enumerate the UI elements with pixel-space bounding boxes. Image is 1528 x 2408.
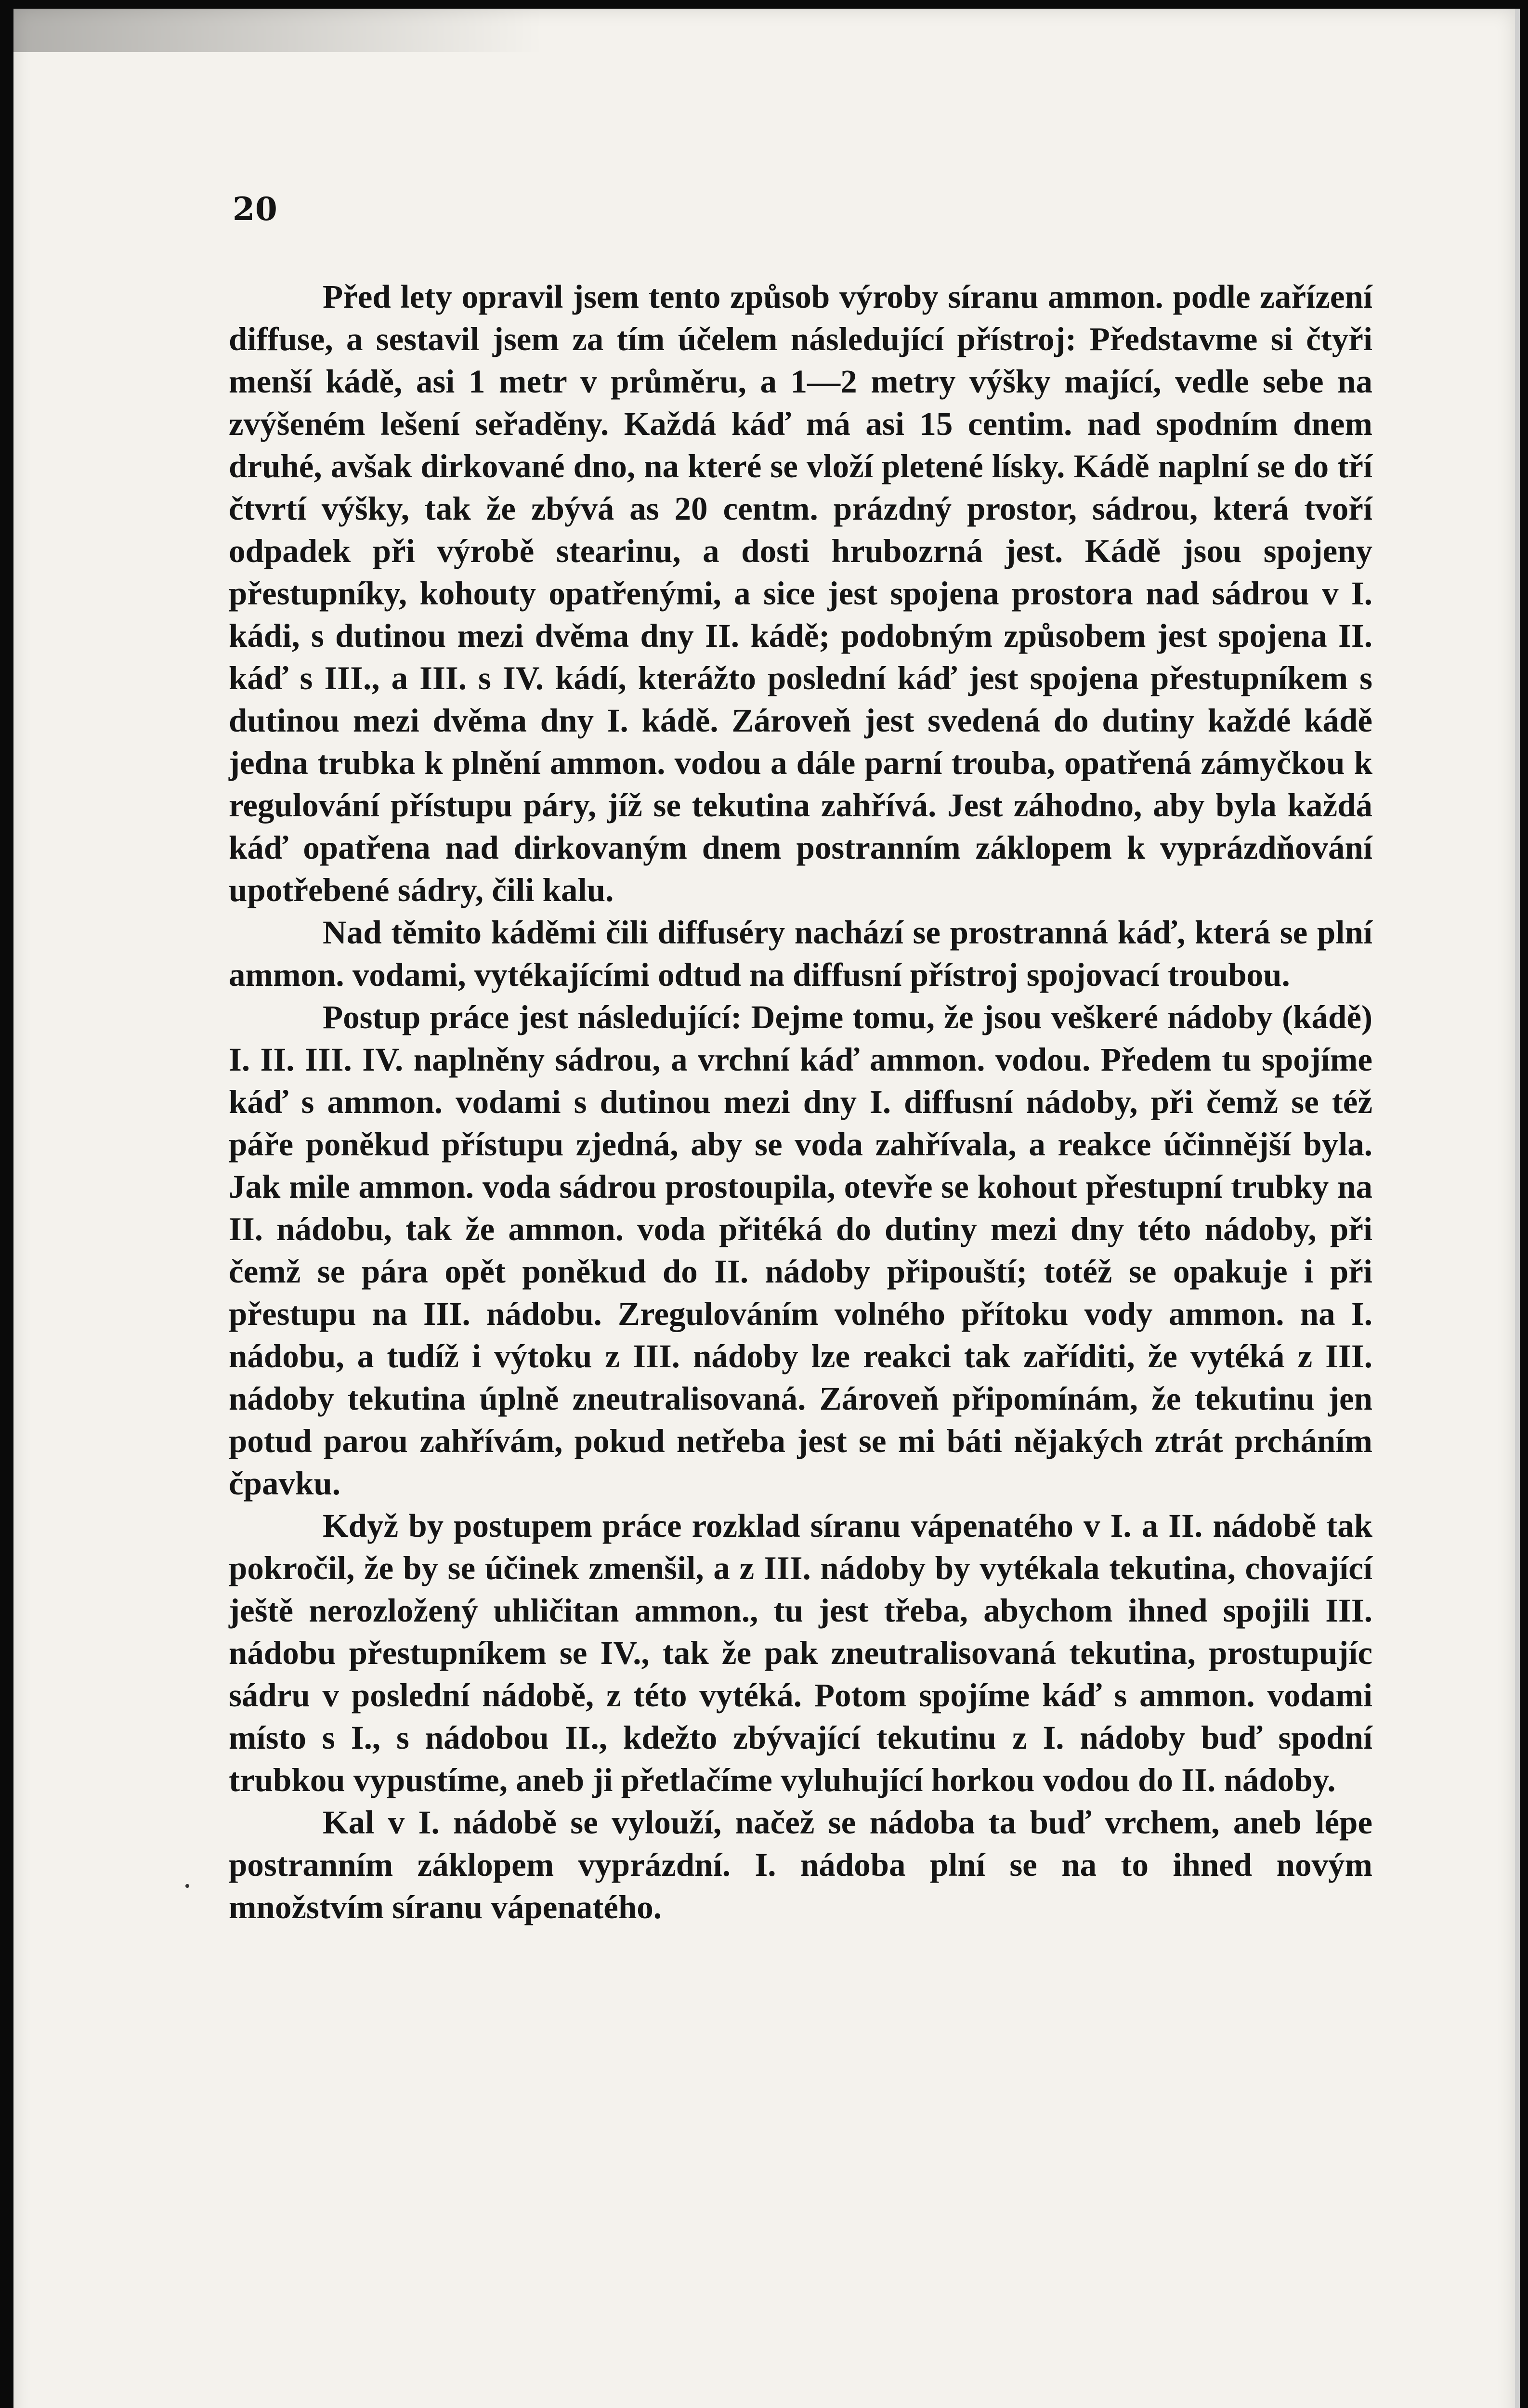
paragraph-5: Kal v I. nádobě se vylouží, načež se nádoba ta buď vrchem, aneb lépe postranním záklopem vyprázdní. I. nádoba plní se na to ihned novým množstvím síranu vápenatého. (229, 1804, 1372, 1925)
scan-speck (185, 1884, 189, 1888)
paragraph-4: Když by postupem práce rozklad síranu vápenatého v I. a II. nádobě tak pokročil, že by se účinek zmenšil, a z III. nádoby by vytékala tekutina, chovající ještě nerozložený uhličitan ammon., tu jest třeba, abychom ihned spojili III. nádobu přestupníkem se IV., tak že pak zneutralisovaná tekutina, prostupujíc sádru v poslední nádobě, z této vytéká. Potom spojíme káď s ammon. vodami místo s I., s nádobou II., kdežto zbývající tekutinu z I. nádoby buď spodní trubkou vypustíme, aneb ji přetlačíme vyluhující horkou vodou do II. nádoby. (229, 1507, 1372, 1798)
page-shadow (13, 9, 543, 52)
paragraph-3: Postup práce jest následující: Dejme tomu, že jsou veškeré nádoby (kádě) I. II. III. IV. naplněny sádrou, a vrchní káď ammon. vodou. Předem tu spojíme káď s ammon. vodami s dutinou mezi dny I. diffusní nádoby, při čemž se též páře poněkud přístupu zjedná, aby se voda zahřívala, a reakce účinnější byla. Jak mile ammon. voda sádrou prostoupila, otevře se kohout přestupní trubky na II. nádobu, tak že ammon. voda přitéká do dutiny mezi dny této nádoby, při čemž se pára opět poněkud do II. nádoby připouští; totéž se opakuje i při přestupu na III. nádobu. Zregulováním volného přítoku vody ammon. na I. nádobu, a tudíž i výtoku z III. nádoby lze reakci tak zaříditi, že vytéká z III. nádoby tekutina úplně zneutralisovaná. Zároveň připomínám, že tekutinu jen potud parou zahřívám, pokud netřeba jest se mi báti nějakých ztrát prcháním čpavku. (229, 999, 1372, 1502)
paragraph-2: Nad těmito káděmi čili diffuséry nachází se prostranná káď, která se plní ammon. vodami, vytékajícími odtud na diffusní přístroj spojovací troubou. (229, 914, 1372, 993)
page-number: 20 (233, 190, 278, 228)
paragraph-1: Před lety opravil jsem tento způsob výroby síranu ammon. podle zařízení diffuse, a sestavil jsem za tím účelem následující přístroj: Představme si čtyři menší kádě, asi 1 metr v průměru, a 1—2 metry výšky mající, vedle sebe na zvýšeném lešení seřaděny. Každá káď má asi 15 centim. nad spodním dnem druhé, avšak dirkované dno, na které se vloží pletené lísky. Kádě naplní se do tří čtvrtí výšky, tak že zbývá as 20 centm. prázdný prostor, sádrou, která tvoří odpadek při výrobě stearinu, a dosti hrubozrná jest. Kádě jsou spojeny přestupníky, kohouty opatřenými, a sice jest spojena prostora nad sádrou v I. kádi, s dutinou mezi dvěma dny II. kádě; podobným způsobem jest spojena II. káď s III., a III. s IV. kádí, kterážto poslední káď jest spojena přestupníkem s dutinou mezi dvěma dny I. kádě. Zároveň jest svedená do dutiny každé kádě jedna trubka k plnění ammon. vodou a dále parní trouba, opatřená zámyčkou k regulování přístupu páry, jíž se tekutina zahřívá. Jest záhodno, aby byla každá káď opatřena nad dirkovaným dnem postranním záklopem k vyprázdňování upotřebené sádry, čili kalu. (229, 278, 1372, 908)
body-text (229, 275, 1372, 1928)
